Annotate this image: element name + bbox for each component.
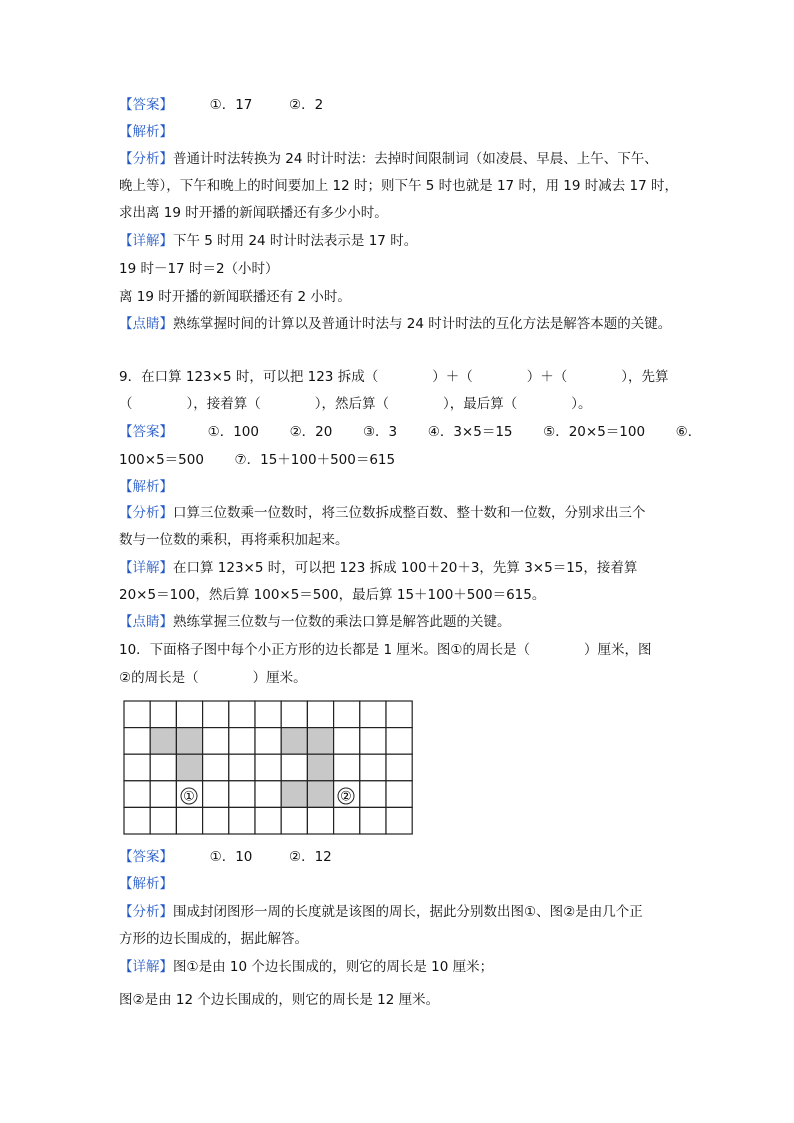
grid-cell	[386, 701, 412, 728]
grid-cell	[150, 781, 176, 808]
answer-2: ②．2	[288, 97, 324, 113]
q10-stem-l1: 10．下面格子图中每个小正方形的边长都是 1 厘米。图①的周长是（ ）厘米，图	[119, 642, 652, 658]
shaded-cell	[176, 754, 202, 781]
q9-answer-line-2	[119, 450, 395, 470]
shaded-cell	[281, 781, 307, 808]
grid-cell	[203, 728, 229, 755]
grid-cell	[334, 701, 360, 728]
grid-cell	[360, 701, 386, 728]
grid-cell	[229, 754, 255, 781]
grid-cell	[124, 701, 150, 728]
grid-cell	[203, 701, 229, 728]
shaded-cell	[150, 728, 176, 755]
explain-tag: 【解析】	[119, 479, 173, 495]
analysis-text: 口算三位数乘一位数时，将三位数拆成整百数、整十数和一位数，分别求出三个	[173, 505, 646, 521]
figure-2-label: ②	[340, 789, 352, 805]
answer-6-value: 100×5＝500	[119, 452, 204, 468]
analysis-tag: 【分析】	[119, 505, 173, 521]
square-grid-figure	[123, 700, 415, 836]
detail-tag: 【详解】	[119, 959, 173, 975]
grid-cell	[307, 807, 333, 834]
grid-cell	[229, 701, 255, 728]
grid-cell	[255, 701, 281, 728]
answer-1: ①．10	[209, 849, 253, 865]
shaded-cell	[307, 728, 333, 755]
grid-cell	[360, 807, 386, 834]
grid-cell	[203, 754, 229, 781]
grid-cell	[334, 754, 360, 781]
q10-detail-l2: 图②是由 12 个边长围成的，则它的周长是 12 厘米。	[119, 992, 440, 1008]
q9-answer-line	[119, 422, 701, 442]
q8-detail-l2: 19 时－17 时＝2（小时）	[119, 261, 279, 277]
grid-cell	[386, 754, 412, 781]
grid-cell	[281, 807, 307, 834]
answer-tag: 【答案】	[119, 849, 173, 865]
grid-cell	[281, 754, 307, 781]
q10-detail-l1	[119, 957, 493, 977]
q8-answer-line	[119, 95, 323, 115]
answer-1: ①．17	[209, 97, 253, 113]
answer-tag: 【答案】	[119, 424, 173, 440]
answer-5: ⑤．20×5＝100	[543, 424, 646, 440]
grid-cell	[229, 781, 255, 808]
analysis-text: 普通计时法转换为 24 时计时法：去掉时间限制词（如凌晨、早晨、上午、下午、	[173, 151, 658, 167]
shaded-cell	[176, 728, 202, 755]
grid-cell	[360, 754, 386, 781]
grid-cell	[360, 781, 386, 808]
q8-point-l1	[119, 314, 671, 334]
q9-stem-l1: 9．在口算 123×5 时，可以把 123 拆成（ ）＋（ ）＋（ ），先算	[119, 369, 669, 385]
grid-cells	[124, 701, 412, 834]
grid-cell	[255, 781, 281, 808]
shaded-cell	[307, 781, 333, 808]
explain-tag: 【解析】	[119, 876, 173, 892]
grid-cell	[150, 754, 176, 781]
point-text: 熟练掌握时间的计算以及普通计时法与 24 时计时法的互化方法是解答本题的关键。	[173, 316, 672, 332]
detail-tag: 【详解】	[119, 560, 173, 576]
answer-2: ②．12	[288, 849, 332, 865]
q9-analysis-l2: 数与一位数的乘积，再将乘积加起来。	[119, 532, 349, 548]
grid-cell	[255, 754, 281, 781]
grid-cell	[386, 807, 412, 834]
answer-7: ⑦．15＋100＋500＝615	[234, 452, 396, 468]
grid-cell	[229, 728, 255, 755]
analysis-tag: 【分析】	[119, 904, 173, 920]
grid-cell	[386, 728, 412, 755]
q9-stem-l2: （ ），接着算（ ），然后算（ ），最后算（ ）。	[119, 396, 592, 412]
q8-detail-l3: 离 19 时开播的新闻联播还有 2 小时。	[119, 289, 351, 305]
q8-detail-l1	[119, 231, 417, 251]
detail-tag: 【详解】	[119, 233, 173, 249]
grid-cell	[281, 701, 307, 728]
grid-cell	[307, 701, 333, 728]
q10-stem-l2: ②的周长是（ ）厘米。	[119, 670, 307, 686]
q9-point-l1	[119, 612, 511, 632]
q9-detail-l2: 20×5＝100，然后算 100×5＝500，最后算 15＋100＋500＝615。	[119, 587, 546, 603]
answer-1: ①．100	[207, 424, 259, 440]
q9-analysis-l1	[119, 503, 646, 523]
shaded-cell	[281, 728, 307, 755]
grid-cell	[176, 701, 202, 728]
grid-cell	[229, 807, 255, 834]
grid-cell	[176, 807, 202, 834]
q8-analysis-l1	[119, 149, 658, 169]
explain-tag: 【解析】	[119, 124, 173, 140]
answer-3: ③．3	[362, 424, 398, 440]
shaded-cell	[307, 754, 333, 781]
grid-cell	[203, 807, 229, 834]
answer-4: ④．3×5＝15	[427, 424, 513, 440]
answer-tag: 【答案】	[119, 97, 173, 113]
grid-cell	[334, 807, 360, 834]
detail-text: 图①是由 10 个边长围成的，则它的周长是 10 厘米；	[173, 959, 494, 975]
q10-analysis-l2: 方形的边长围成的，据此解答。	[119, 931, 308, 947]
analysis-text: 围成封闭图形一周的长度就是该图的周长，据此分别数出图①、图②是由几个正	[173, 904, 643, 920]
q8-analysis-l2: 晚上等），下午和晚上的时间要加上 12 时；则下午 5 时也就是 17 时，用 19 时减去 17 时，	[119, 178, 678, 194]
grid-cell	[360, 728, 386, 755]
q10-analysis-l1	[119, 902, 643, 922]
grid-cell	[124, 728, 150, 755]
q8-analysis-l3: 求出离 19 时开播的新闻联播还有多少小时。	[119, 205, 388, 221]
grid-cell	[124, 807, 150, 834]
grid-cell	[124, 781, 150, 808]
answer-6: ⑥．	[675, 424, 702, 440]
figure-1-label: ①	[183, 789, 195, 805]
grid-cell	[255, 728, 281, 755]
answer-2: ②．20	[289, 424, 333, 440]
analysis-tag: 【分析】	[119, 151, 173, 167]
point-text: 熟练掌握三位数与一位数的乘法口算是解答此题的关键。	[173, 614, 511, 630]
detail-text: 下午 5 时用 24 时计时法表示是 17 时。	[173, 233, 418, 249]
grid-cell	[255, 807, 281, 834]
grid-cell	[150, 807, 176, 834]
point-tag: 【点睛】	[119, 316, 173, 332]
grid-cell	[334, 728, 360, 755]
point-tag: 【点睛】	[119, 614, 173, 630]
grid-cell	[124, 754, 150, 781]
q9-detail-l1	[119, 558, 637, 578]
detail-text: 在口算 123×5 时，可以把 123 拆成 100＋20＋3，先算 3×5＝15，接着算	[173, 560, 638, 576]
q10-answer-line	[119, 847, 332, 867]
grid-cell	[386, 781, 412, 808]
grid-cell	[150, 701, 176, 728]
grid-cell	[203, 781, 229, 808]
